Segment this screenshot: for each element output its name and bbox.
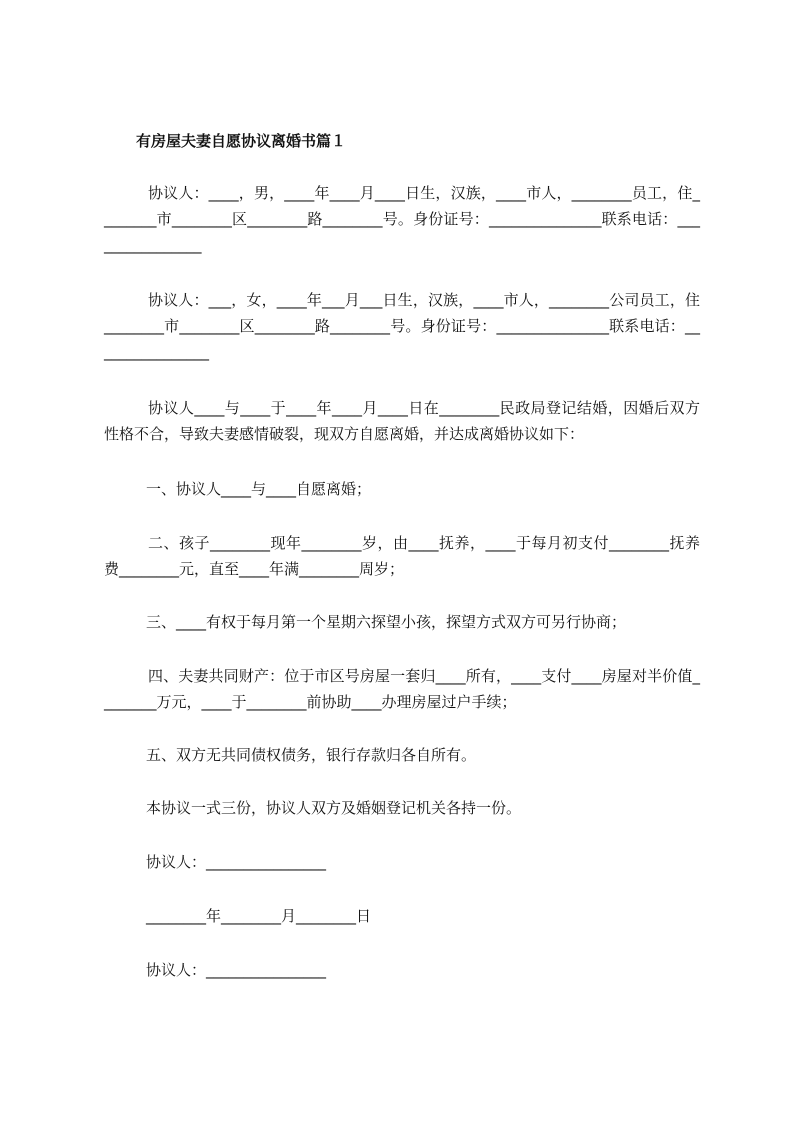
document-title: 有房屋夫妻自愿协议离婚书篇１ [136,132,347,150]
clause-5: 五、双方无共同债权债务，银行存款归各自所有。 [146,746,477,764]
clause-3: 三、____有权于每月第一个星期六探望小孩，探望方式双方可另行协商； [146,613,627,631]
signature-party-2: 协议人：________________ [146,961,327,979]
signature-party-1: 协议人：________________ [146,853,327,871]
clause-4: 四、夫妻共同财产：位于市区号房屋一套归____所有，____支付____房屋对半价值________万元，____于________前协助____办理房屋过户手续； [104,667,700,711]
clause-1: 一、协议人____与____自愿离婚； [146,480,372,498]
copies-statement: 本协议一式三份，协议人双方及婚姻登记机关各持一份。 [146,799,522,817]
party-2-paragraph: 协议人：___，女，____年___月___日生，汉族，____市人，________公司员工，住________市________区________路________号。身份证号：_______________联系电话：________________ [104,291,700,361]
signature-date: ________年________月________日 [146,907,372,925]
party-1-paragraph: 协议人：____，男，____年____月____日生，汉族，____市人，________员工，住________市________区________路________号。身份证号：_______________联系电话：________________ [104,184,700,254]
marriage-paragraph: 协议人____与____于____年____月____日在________民政局登记结婚，因婚后双方性格不合，导致夫妻感情破裂，现双方自愿离婚，并达成离婚协议如下： [104,399,700,443]
clause-2: 二、孩子________现年________岁，由____抚养，____于每月初支付________抚养费________元，直至____年满________周岁； [104,534,700,578]
